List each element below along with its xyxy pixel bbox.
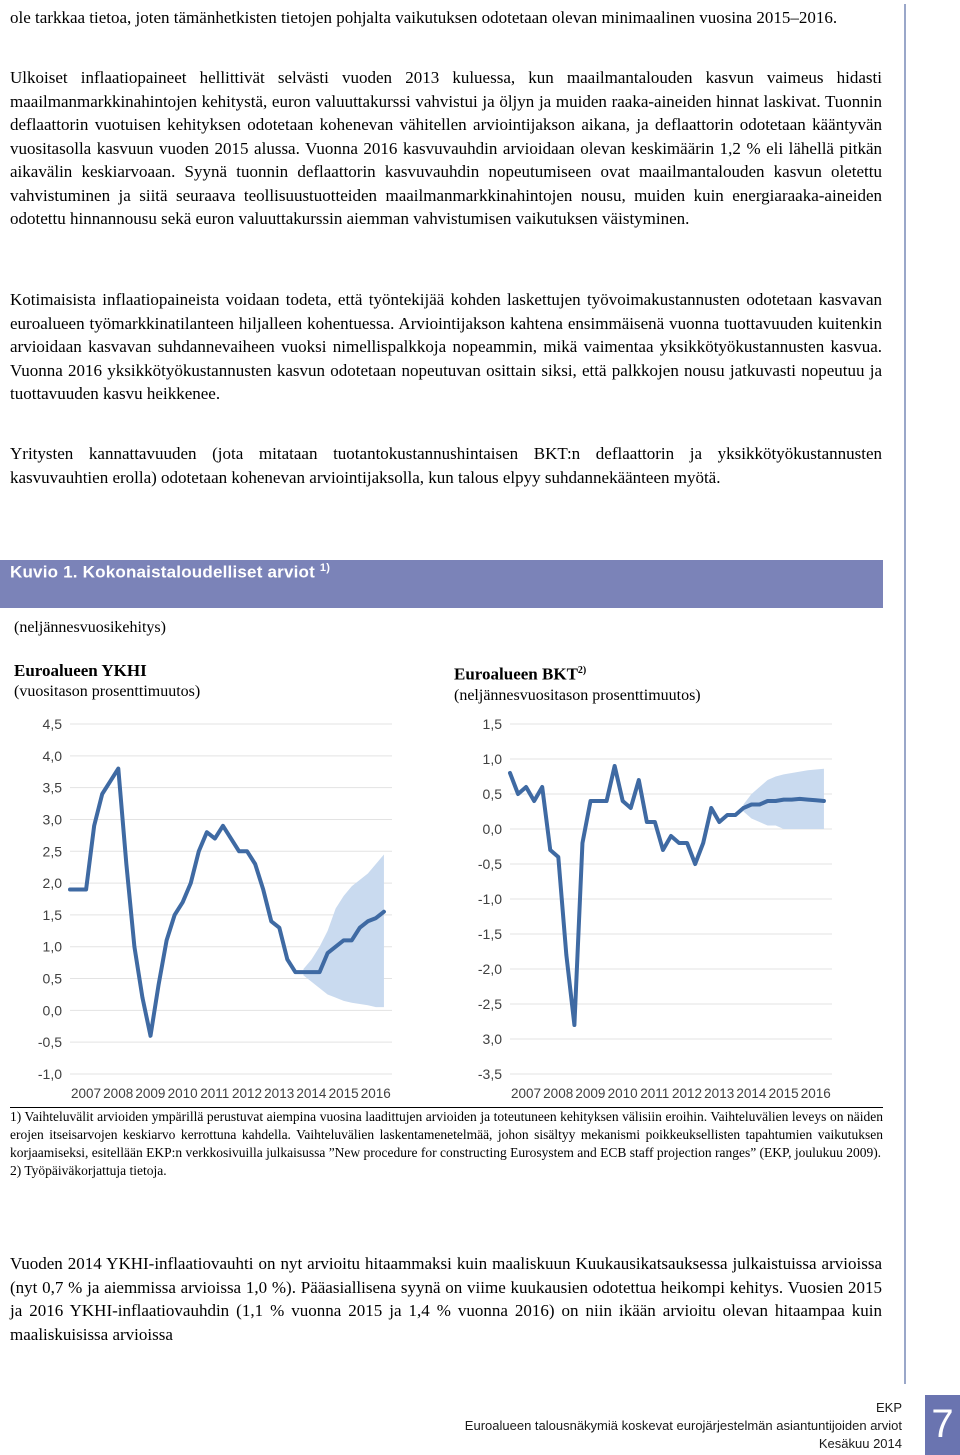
data-point <box>589 800 591 802</box>
data-point <box>509 772 511 774</box>
paragraph-intro: ole tarkkaa tietoa, joten tämänhetkisten tietojen pohjalta vaikutuksen odotetaan olevan minimaalinen vuosina 2015–2016. <box>10 8 838 27</box>
data-point <box>230 837 232 839</box>
footnotes <box>10 1107 883 1210</box>
data-point <box>517 793 519 795</box>
data-point <box>157 984 159 986</box>
data-point <box>597 800 599 802</box>
data-point <box>367 920 369 922</box>
figure-label: Kuvio 1. Kokonaistaloudelliset arviot $^{1)}$ <box>10 562 331 582</box>
data-point <box>190 882 192 884</box>
page-number: 7 <box>925 1395 960 1455</box>
data-point <box>198 850 200 852</box>
data-point <box>85 888 87 890</box>
y-tick-label: -2,5 <box>477 996 502 1012</box>
y-tick-label: 4,5 <box>42 716 62 732</box>
x-tick-label: 2015 <box>328 1086 359 1101</box>
data-point <box>351 939 353 941</box>
projection-range-band <box>303 854 384 1007</box>
data-point <box>807 798 809 800</box>
data-point <box>630 807 632 809</box>
data-point <box>646 821 648 823</box>
y-tick-label: 4,0 <box>42 747 62 764</box>
data-point <box>557 856 559 858</box>
y-tick-label: 0,0 <box>482 821 502 837</box>
data-point <box>294 971 296 973</box>
paragraph-domestic-pressures: Kotimaisista inflaatiopaineista voidaan todeta, että työntekijää kohden laskettujen työvoimakustannusten odotetaan kasvavan euroalueen työmarkkinatilanteen hiljalleen kohentuessa. Arviointijakson kahtena ensimmäisenä vuonna tuottavuuden kuitenkin arvioidaan kasvavan suhdannevaiheen vuoksi nimellispalkkoja nopeammin, mikä vaimentaa yksikkötyökustannusten kasvua. Vuonna 2016 yksikkötyökustannusten kasvun odotetaan nopeutuvan osittain siksi, että palkkojen nousu jatkuvasti nopeutuu ja tuottavuuden kasvu heikkenee. <box>10 290 882 403</box>
data-point <box>678 842 680 844</box>
y-tick-label: -0,5 <box>477 856 502 872</box>
x-tick-label: 2011 <box>640 1086 670 1101</box>
y-tick-label: -3,5 <box>477 1066 502 1082</box>
chart1-subtitle: (vuositason prosenttimuutos) <box>14 683 201 700</box>
data-point <box>662 849 664 851</box>
y-tick-label: 0,0 <box>42 1002 62 1019</box>
y-tick-label: -2,0 <box>477 961 502 977</box>
x-tick-label: 2013 <box>264 1086 295 1101</box>
y-tick-label: -1,0 <box>477 891 502 907</box>
y-tick-label: 2,0 <box>42 875 62 892</box>
footer-date: Kesäkuu 2014 <box>818 1436 902 1451</box>
chart1-title: Euroalueen YKHI <box>14 661 147 680</box>
footnote-1: 1) Vaihteluvälit arvioiden ympärillä perustuvat aiempina vuosina laadittujen arvioiden ja toteutuneen kehityksen välisiin eroihin. Vaihteluvälien leveys on näiden erojen itseisarvojen keskiarvo kerrottuna kahdella. Vaihteluvälien laskentamenetelmää, johon sisältyy mekanismi poikkeuksellisten tapahtumien vaikutuksen korjaamiseksi, esitellään EKP:n verkkosivuilla julkaisussa ”New procedure for constructing Eurosystem and ECB staff projection ranges” (EKP, joulukuu 2009). <box>10 1109 883 1160</box>
data-point <box>133 946 135 948</box>
data-point <box>823 800 825 802</box>
data-point <box>694 863 696 865</box>
data-point <box>149 1035 151 1037</box>
data-point <box>686 842 688 844</box>
x-tick-label: 2015 <box>768 1086 799 1101</box>
data-point <box>710 807 712 809</box>
chart2-subtitle: (neljännesvuositason prosenttimuutos) <box>454 686 701 704</box>
data-point <box>222 825 224 827</box>
data-point <box>109 780 111 782</box>
data-point <box>101 793 103 795</box>
data-point <box>375 917 377 919</box>
data-point <box>734 814 736 816</box>
x-tick-label: 2007 <box>510 1086 542 1101</box>
y-tick-label: 3,0 <box>482 1031 502 1047</box>
footnote-2: 2) Työpäiväkorjattuja tietoja. <box>10 1163 167 1178</box>
chart2-title: Euroalueen BKT$^{2)}$ <box>454 664 587 684</box>
y-tick-label: -1,5 <box>477 926 502 942</box>
data-point <box>549 849 551 851</box>
x-tick-label: 2013 <box>704 1086 735 1101</box>
x-tick-label: 2012 <box>671 1086 703 1101</box>
data-point <box>310 971 312 973</box>
x-tick-label: 2014 <box>296 1086 327 1101</box>
x-tick-label: 2016 <box>360 1086 391 1101</box>
data-point <box>343 939 345 941</box>
data-point <box>613 765 615 767</box>
y-tick-label: 1,5 <box>482 716 502 732</box>
data-point <box>758 803 760 805</box>
data-point <box>182 901 184 903</box>
data-point <box>726 814 728 816</box>
data-point <box>214 837 216 839</box>
y-tick-label: -1,0 <box>37 1066 62 1082</box>
y-tick-label: 3,0 <box>42 811 62 828</box>
data-point <box>77 888 79 890</box>
data-point <box>318 971 320 973</box>
x-tick-label: 2010 <box>167 1086 198 1101</box>
data-point <box>565 954 567 956</box>
data-point <box>270 920 272 922</box>
data-point <box>141 996 143 998</box>
data-point <box>278 926 280 928</box>
data-point <box>799 798 801 800</box>
x-tick-label: 2016 <box>800 1086 831 1101</box>
data-point <box>125 863 127 865</box>
data-point <box>622 800 624 802</box>
data-point <box>638 779 640 781</box>
chart1-heading <box>14 660 200 702</box>
data-point <box>702 842 704 844</box>
data-point <box>541 786 543 788</box>
paragraph-external-pressures: Ulkoiset inflaatiopaineet hellittivät selvästi vuoden 2013 kuluessa, kun maailmantalouden kasvun vaimeus hidasti maailmanmarkkinahintojen kehitystä, euron valuuttakurssi vahvistui ja öljyn ja muiden raaka-aineiden hinnat laskivat. Tuonnin deflaattorin vuotuisen kehityksen odotetaan kohenevan vähitellen arviointijakson aikana, ja deflaattorin odotetaan kääntyvän vuositasolla kasvuun vuoden 2015 alussa. Vuonna 2016 kasvuvauhdin arvioidaan olevan keskimäärin 1,2 % eli lähellä pitkän aikavälin keskiarvoaan. Syynä tuonnin deflaattorin kasvuvauhdin nopeutumiseen ovat maailmantalouden kasvun oletettu vahvistuminen ja siitä seuraava teollisuustuotteiden maailmanmarkkinahintojen nousu, muiden kuin energiaraaka-aineiden odotettu hinnannousu sekä euron valuuttakurssin aiemman vahvistumisen vaikutuksen väistyminen. <box>10 68 882 228</box>
data-point <box>117 767 119 769</box>
data-point <box>533 800 535 802</box>
figure-frequency: (neljännesvuosikehitys) <box>14 619 166 636</box>
data-point <box>206 831 208 833</box>
data-point <box>254 863 256 865</box>
x-tick-label: 2008 <box>543 1086 574 1101</box>
data-point <box>326 952 328 954</box>
data-point <box>783 798 785 800</box>
y-tick-label: 0,5 <box>42 970 62 987</box>
data-point <box>359 926 361 928</box>
x-tick-label: 2009 <box>575 1086 606 1101</box>
x-tick-label: 2009 <box>135 1086 166 1101</box>
data-point <box>302 971 304 973</box>
chart2-heading <box>454 660 701 706</box>
data-point <box>573 1024 575 1026</box>
x-tick-label: 2010 <box>607 1086 638 1101</box>
data-point <box>246 850 248 852</box>
data-point <box>605 800 607 802</box>
data-point <box>774 800 776 802</box>
data-point <box>815 799 817 801</box>
data-point <box>718 821 720 823</box>
chart-bkt <box>450 712 850 1104</box>
y-tick-label: 0,5 <box>482 786 502 802</box>
data-point <box>742 807 744 809</box>
data-point <box>286 958 288 960</box>
y-tick-label: 1,5 <box>42 906 62 923</box>
data-point <box>383 911 385 913</box>
data-point <box>791 798 793 800</box>
data-point <box>93 825 95 827</box>
y-tick-label: 2,5 <box>42 843 62 860</box>
y-tick-label: 3,5 <box>42 779 62 796</box>
data-point <box>525 786 527 788</box>
y-tick-label: -0,5 <box>37 1034 62 1051</box>
x-tick-label: 2011 <box>200 1086 230 1101</box>
margin-rule <box>904 4 906 1384</box>
data-point <box>766 800 768 802</box>
data-point <box>173 914 175 916</box>
data-point <box>334 946 336 948</box>
y-tick-label: 1,0 <box>482 751 502 767</box>
x-tick-label: 2007 <box>70 1086 102 1101</box>
paragraph-profitability: Yritysten kannattavuuden (jota mitataan tuotantokustannushintaisen BKT:n deflaattorin ja yksikkötyökustannusten kasvuvauhtien erolla) odotetaan kohenevan arviointijaksolla, kun talous elpyy suhdannekäänteen myötä. <box>10 444 882 487</box>
data-point <box>69 888 71 890</box>
footer-org: EKP <box>875 1400 902 1415</box>
x-tick-label: 2012 <box>231 1086 263 1101</box>
data-point <box>654 821 656 823</box>
data-point <box>165 939 167 941</box>
paragraph-hicp-revision: Vuoden 2014 YKHI-inflaatiovauhti on nyt arvioitu hitaammaksi kuin maaliskuun Kuukausikatsauksessa julkaistuissa arvioissa (nyt 0,7 % ja aiemmissa arvioissa 1,0 %). Pääasiallisena syynä on viime kuukausien odotettua heikompi kehitys. Vuosien 2015 ja 2016 YKHI-inflaatiovauhdin (1,1 % vuonna 2015 ja 1,4 % vuonna 2016) on niin ikään arvioitu olevan hitaampaa kuin maaliskuisissa arvioissa <box>10 1254 882 1344</box>
y-tick-label: 1,0 <box>42 938 62 955</box>
footer-title: Euroalueen talousnäkymiä koskevat eurojärjestelmän asiantuntijoiden arviot <box>464 1418 902 1433</box>
x-tick-label: 2014 <box>736 1086 767 1101</box>
data-point <box>581 842 583 844</box>
chart-ykhi <box>10 712 410 1104</box>
x-tick-label: 2008 <box>103 1086 134 1101</box>
data-point <box>750 803 752 805</box>
data-point <box>238 850 240 852</box>
data-point <box>262 888 264 890</box>
data-point <box>670 835 672 837</box>
